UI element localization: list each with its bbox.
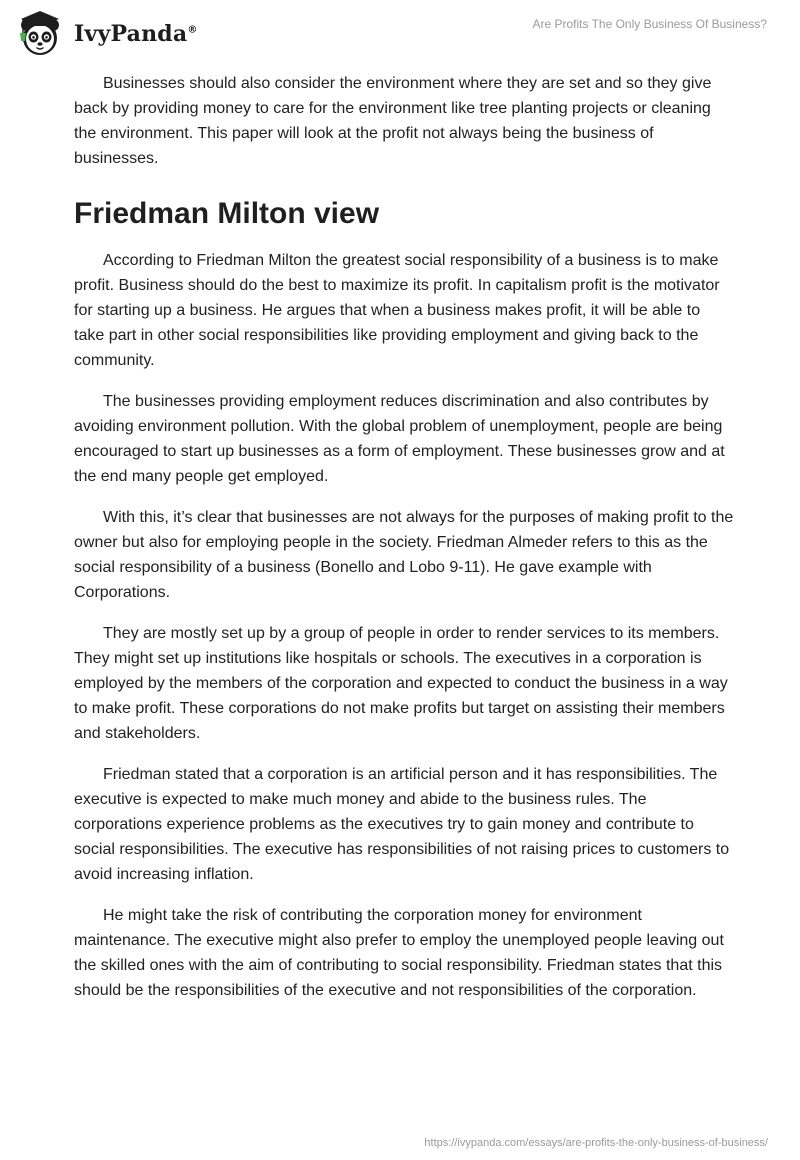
source-url[interactable]: https://ivypanda.com/essays/are-profits-the-only-business-of-business/ — [424, 1137, 768, 1149]
registered-mark: ® — [187, 24, 198, 36]
paragraph-3: With this, it’s clear that businesses are not always for the purposes of making profit to the owner but also for employing people in the society. Friedman Almeder refers to this as the social responsibility of a business (Bonello and Lobo 9-11). He gave example with Corporations. — [74, 509, 734, 601]
article-body — [74, 71, 734, 1019]
intro-paragraph: Businesses should also consider the environment where they are set and so they give back by providing money to care for the environment like tree planting projects or cleaning the environment. This paper will look at the profit not always being the business of businesses. — [74, 75, 712, 167]
document-title: Are Profits The Only Business Of Business? — [532, 17, 767, 31]
paragraph-1: According to Friedman Milton the greatest social responsibility of a business is to make profit. Business should do the best to maximize its profit. In capitalism profit is the motivator for starting up a business. He argues that when a business makes profit, it will be able to take part in other social responsibilities like providing employment and giving back to the community. — [74, 252, 720, 369]
paragraph-5: Friedman stated that a corporation is an artificial person and it has responsibilities. The executive is expected to make much money and abide to the business rules. The corporations experience problems as the executives try to gain money and contribute to social responsibilities. The executive has responsibilities of not raising prices to customers to avoid increasing inflation. — [74, 766, 730, 883]
page-header — [0, 0, 800, 64]
brand-name: IvyPanda® — [74, 21, 198, 47]
section-heading: Friedman Milton view — [74, 197, 380, 230]
paragraph-6: He might take the risk of contributing the corporation money for environment maintenance. The executive might also prefer to employ the unemployed people leaving out the skilled ones with the aim of contributing to social responsibility. Friedman states that this should be the responsibilities of the executive and not responsibilities of the corporation. — [74, 907, 724, 999]
brand-logo[interactable] — [14, 8, 198, 58]
paragraph-2: The businesses providing employment reduces discrimination and also contributes by avoiding environment pollution. With the global problem of unemployment, people are being encouraged to start up businesses as a form of employment. These businesses grow and at the end many people get employed. — [74, 393, 725, 485]
paragraph-4: They are mostly set up by a group of people in order to render services to its members. They might set up institutions like hospitals or schools. The executives in a corporation is employed by the members of the corporation and expected to conduct the business in a way to make profit. These corporations do not make profits but target on assisting their members and stakeholders. — [74, 625, 728, 742]
panda-graduate-icon — [14, 8, 66, 58]
